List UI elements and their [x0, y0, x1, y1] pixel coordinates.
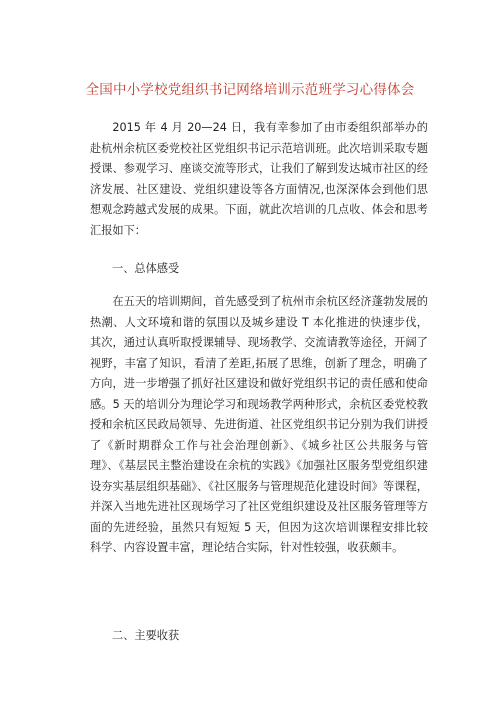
section-body-overall: 在五天的培训期间，首先感受到了杭州市余杭区经济蓬勃发展的热潮、人文环境和谐的氛围以及城乡建设 T 本化推进的快速步伐，其次，通过认真听取授课辅导、现场教学、交流请教等途径，开阔了视野，丰富了知识，看清了差距,拓展了思维，创新了理念，明确了方向，进一步增强了抓好社区建设和做好党组织书记的责任感和使命感。5 天的培训分为理论学习和现场教学两种形式，余杭区委党校教授和余杭区民政局领导、先进街道、社区党组织书记分别为我们讲授了《新时期群众工作与社会治理创新》、《城乡社区公共服务与管理》、《基层民主整治建设在余杭的实践》《加强社区服务型党组织建设夯实基层组织基础》、《社区服务与管理规范化建设时间》等课程，并深入当地先进社区现场学习了社区党组织建设及社区服务管理等方面的先进经验，虽然只有短短 5 天，但因为这次培训课程安排比较科学、内容设置丰富，理论结合实际，针对性较强，收获颇丰。	[90, 295, 428, 554]
intro-paragraph: 2015 年 4 月 20—24 日，我有幸参加了由市委组织部举办的赴杭州余杭区委党校社区党组织书记示范培训班。此次培训采取专题授课、参观学习、座谈交流等形式，让我们了解到发达城市社区的经济发展、社区建设、党组织建设等各方面情况,也深深体会到他们思想观念跨越式发展的成果。下面，就此次培训的几点收、体会和思考汇报如下：	[90, 121, 428, 237]
section-heading-overall: 一、总体感受	[112, 262, 180, 275]
document-title: 全国中小学校党组织书记网络培训示范班学习心得体会	[85, 82, 415, 98]
section-heading-gains: 二、主要收获	[112, 629, 180, 642]
